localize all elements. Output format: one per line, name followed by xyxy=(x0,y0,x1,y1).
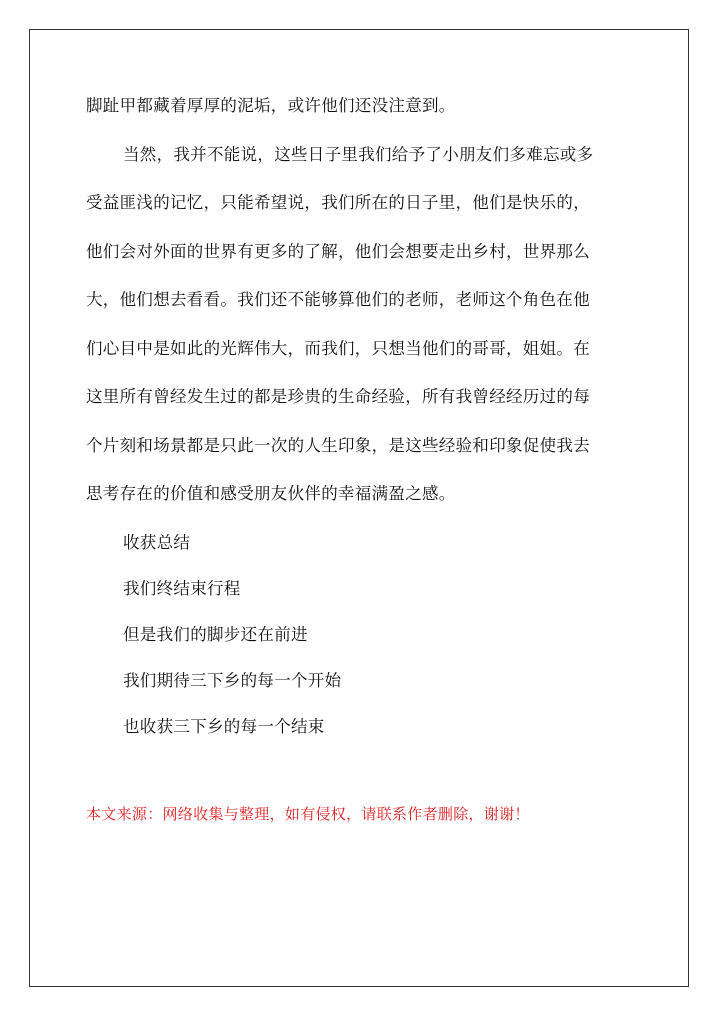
paragraph-line: 当然，我并不能说，这些日子里我们给予了小朋友们多难忘或多 xyxy=(123,144,594,164)
summary-line: 我们期待三下乡的每一个开始 xyxy=(123,670,342,690)
paragraph-line: 他们会对外面的世界有更多的了解，他们会想要走出乡村，世界那么 xyxy=(86,241,590,261)
paragraph-line: 个片刻和场景都是只此一次的人生印象，是这些经验和印象促使我去 xyxy=(86,435,590,455)
paragraph-line: 脚趾甲都藏着厚厚的泥垢，或许他们还没注意到。 xyxy=(86,96,456,115)
source-note: 本文来源：网络收集与整理，如有侵权，请联系作者删除，谢谢！ xyxy=(86,805,530,823)
paragraph-line: 受益匪浅的记忆，只能希望说，我们所在的日子里，他们是快乐的， xyxy=(86,193,590,212)
summary-heading: 收获总结 xyxy=(123,532,191,552)
document-body xyxy=(86,94,646,761)
paragraph-line: 思考存在的价值和感受朋友伙伴的幸福满盈之感。 xyxy=(86,484,456,503)
paragraph-line: 这里所有曾经发生过的都是珍贵的生命经验，所有我曾经经历过的每 xyxy=(86,387,590,406)
paragraph-line: 们心目中是如此的光辉伟大，而我们，只想当他们的哥哥，姐姐。在 xyxy=(86,338,590,358)
summary-line: 我们终结束行程 xyxy=(123,578,241,598)
summary-line: 也收获三下乡的每一个结束 xyxy=(123,716,325,736)
summary-line: 但是我们的脚步还在前进 xyxy=(123,624,308,644)
paragraph-line: 大，他们想去看看。我们还不能够算他们的老师，老师这个角色在他 xyxy=(86,290,590,309)
